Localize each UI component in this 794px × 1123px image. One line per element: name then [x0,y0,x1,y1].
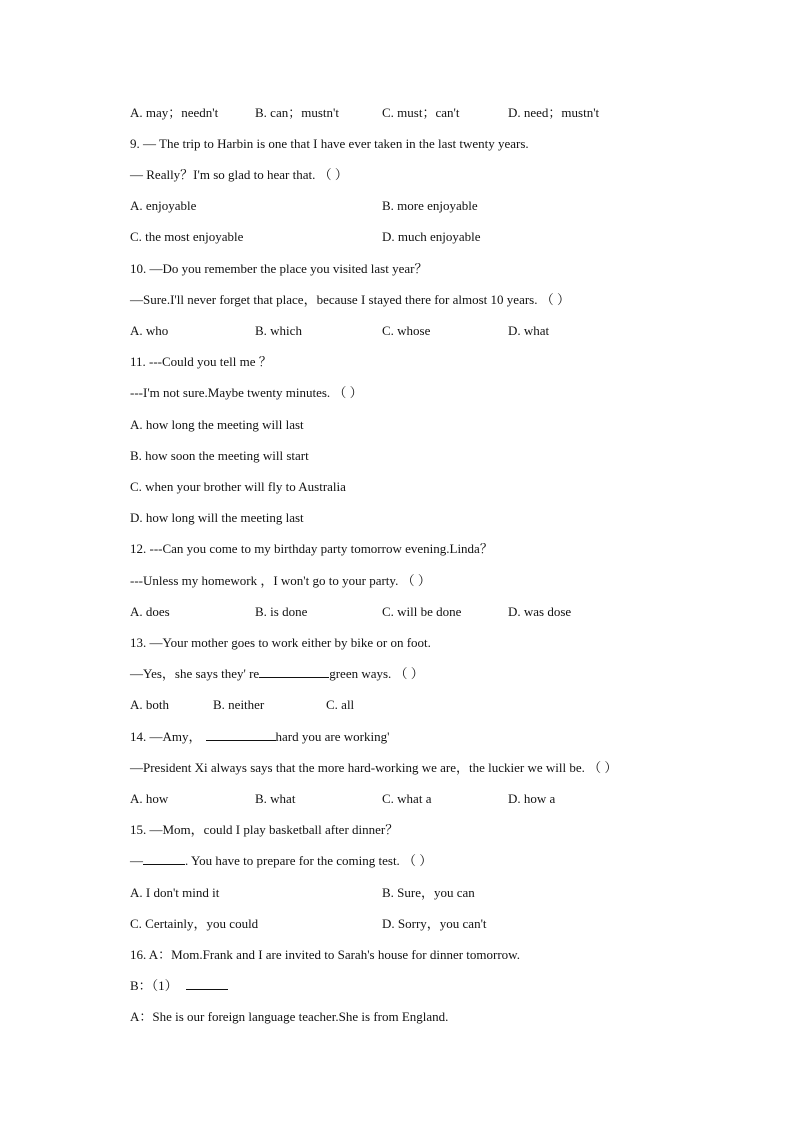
q12-prompt: 12. ---Can you come to my birthday party tomorrow evening.Linda？ [130,541,493,556]
q15-reply-start: — [130,853,143,868]
q15-reply-end: . You have to prepare for the coming test. （ ） [185,853,433,868]
q11-option-d: D. how long will the meeting last [130,510,304,525]
q11-option-c: C. when your brother will fly to Australia [130,479,346,494]
q14-option-c: C. what a [382,791,432,806]
q9-option-a: A. enjoyable [130,198,197,213]
q11-option-b: B. how soon the meeting will start [130,448,309,463]
q8-option-b: B. can；mustn't [255,105,339,120]
q13-answer-blank [259,665,329,678]
q10-option-a: A. who [130,323,169,338]
q8-option-c: C. must；can't [382,105,460,120]
q8-option-a: A. may；needn't [130,105,219,120]
q14-prompt-end: hard you are working' [275,729,390,744]
q12-option-a: A. does [130,604,170,619]
q9-prompt: 9. — The trip to Harbin is one that I have ever taken in the last twenty years. [130,136,529,151]
q9-reply: — Really？I'm so glad to hear that. （ ） [130,167,348,182]
q10-reply: —Sure.I'll never forget that place，because I stayed there for almost 10 years. （ ） [130,292,570,307]
q12-option-d: D. was dose [508,604,572,619]
q11-option-a: A. how long the meeting will last [130,417,304,432]
q13-reply-start: —Yes，she says they' re [130,666,260,681]
q12-reply: ---Unless my homework ，I won't go to your party. （ ） [130,573,431,588]
q13-option-a: A. both [130,697,169,712]
q13-option-b: B. neither [213,697,265,712]
q11-reply: ---I'm not sure.Maybe twenty minutes. （ ） [130,385,363,400]
q8-option-d: D. need；mustn't [508,105,600,120]
q15-reply [130,852,432,870]
q16-line-b1 [130,977,228,995]
q10-prompt: 10. —Do you remember the place you visited last year？ [130,261,428,276]
q14-reply: —President Xi always says that the more hard-working we are，the luckier we will be. （ ） [130,760,618,775]
q10-option-b: B. which [255,323,302,338]
q15-option-c: C. Certainly，you could [130,916,259,931]
q15-option-b: B. Sure，you can [382,885,475,900]
q11-prompt: 11. ---Could you tell me ？ [130,354,272,369]
q9-option-d: D. much enjoyable [382,229,481,244]
q10-option-d: D. what [508,323,550,338]
q14-option-b: B. what [255,791,296,806]
q15-answer-blank [143,852,185,865]
q9-option-b: B. more enjoyable [382,198,478,213]
q13-prompt: 13. —Your mother goes to work either by bike or on foot. [130,635,431,650]
q15-prompt: 15. —Mom，could I play basketball after dinner？ [130,822,399,837]
q13-reply [130,665,424,683]
q13-reply-end: green ways. （ ） [329,666,424,681]
q16-b-label: B：（1） [130,978,178,993]
q15-option-d: D. Sorry，you can't [382,916,487,931]
q14-option-d: D. how a [508,791,556,806]
q14-option-a: A. how [130,791,169,806]
q14-prompt [130,728,389,746]
q14-answer-blank [206,728,276,741]
q12-option-b: B. is done [255,604,308,619]
q16-line-a2: A：She is our foreign language teacher.She is from England. [130,1009,449,1024]
q10-option-c: C. whose [382,323,431,338]
q15-option-a: A. I don't mind it [130,885,220,900]
q9-option-c: C. the most enjoyable [130,229,244,244]
q14-prompt-start: 14. —Amy， [130,729,202,744]
q16-line-a1: 16. A：Mom.Frank and I are invited to Sarah's house for dinner tomorrow. [130,947,520,962]
q13-option-c: C. all [326,697,355,712]
q12-option-c: C. will be done [382,604,462,619]
q16-answer-blank-1 [186,977,228,990]
